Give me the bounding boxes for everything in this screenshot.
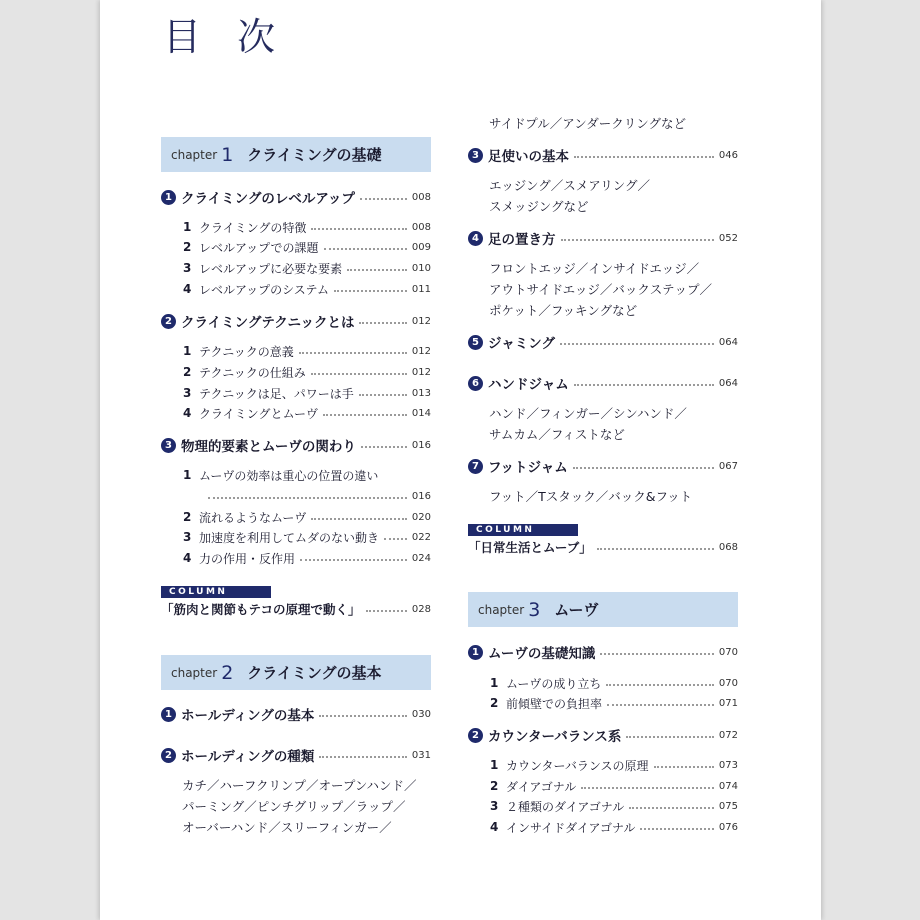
leader-dots xyxy=(311,228,407,230)
toc-section[interactable] xyxy=(161,187,431,207)
page-number: 070 xyxy=(718,646,738,658)
subsection-number: 3 xyxy=(183,530,192,544)
leader-dots xyxy=(581,787,714,789)
leader-dots xyxy=(366,610,407,612)
chapter-label: chapter xyxy=(171,147,218,162)
section-description: カチ／ハーフクリンプ／オープンハンド／ xyxy=(182,778,417,793)
toc-subsection[interactable] xyxy=(183,528,431,546)
subsection-number: 1 xyxy=(183,468,192,482)
section-title: ホールディングの種類 xyxy=(181,749,315,765)
leader-dots xyxy=(299,352,407,354)
column-badge: COLUMN xyxy=(161,586,271,598)
page-number: 074 xyxy=(718,780,738,792)
subsection-number: 3 xyxy=(490,799,499,813)
leader-dots xyxy=(324,248,407,250)
section-title: フットジャム xyxy=(488,460,568,476)
section-description: ハンド／フィンガー／シンハンド／ xyxy=(489,406,687,421)
section-description: フット／Tスタック／バック&フット xyxy=(489,489,693,504)
section-title: 足の置き方 xyxy=(488,232,556,248)
section-description: アウトサイドエッジ／バックステップ／ xyxy=(489,282,713,297)
subsection-title: レベルアップのシステム xyxy=(199,282,329,297)
subsection-number: 4 xyxy=(183,406,192,420)
leader-dots xyxy=(597,548,714,550)
toc-subsection[interactable] xyxy=(183,466,431,484)
page-number: 052 xyxy=(718,232,738,244)
toc-subsection[interactable] xyxy=(490,694,738,712)
section-title: クライミングのレベルアップ xyxy=(181,191,355,207)
leader-dots xyxy=(334,290,407,292)
toc-section[interactable] xyxy=(468,456,738,476)
toc-subsection[interactable] xyxy=(183,218,431,236)
leader-dots xyxy=(560,343,714,345)
chapter-3-header xyxy=(468,592,738,627)
leader-dots xyxy=(359,322,406,324)
toc-subsection[interactable] xyxy=(183,238,431,256)
leader-dots xyxy=(574,384,714,386)
section-number-badge: 4 xyxy=(468,231,483,246)
toc-section[interactable] xyxy=(468,332,738,352)
section-number-badge: 2 xyxy=(161,748,176,763)
toc-section[interactable] xyxy=(468,725,738,745)
leader-dots xyxy=(626,736,714,738)
page-number: 012 xyxy=(411,345,431,357)
leader-dots xyxy=(360,198,407,200)
chapter-number: 3 xyxy=(528,598,541,621)
toc-subsection[interactable] xyxy=(490,777,738,795)
section-description: オーバーハンド／スリーフィンガー／ xyxy=(182,820,392,835)
subsection-title: テクニックの意義 xyxy=(199,344,294,359)
page-number: 076 xyxy=(718,821,738,833)
column-title: 「日常生活とムーブ」 xyxy=(468,540,592,555)
toc-subsection[interactable] xyxy=(490,674,738,692)
leader-dots xyxy=(361,446,407,448)
page-number: 020 xyxy=(411,511,431,523)
subsection-title: ダイアゴナル xyxy=(506,779,577,794)
page-number: 068 xyxy=(718,541,738,553)
leader-dots xyxy=(323,414,407,416)
page-number: 046 xyxy=(718,149,738,161)
toc-subsection[interactable] xyxy=(183,363,431,381)
section-description: ポケット／フッキングなど xyxy=(489,303,638,318)
leader-dots xyxy=(573,467,714,469)
toc-section[interactable] xyxy=(161,311,431,331)
toc-section[interactable] xyxy=(468,228,738,248)
leader-dots xyxy=(319,756,407,758)
chapter-number: 2 xyxy=(221,661,234,684)
toc-subsection-continuation[interactable] xyxy=(203,487,431,505)
toc-column-entry[interactable] xyxy=(161,599,431,619)
toc-subsection[interactable] xyxy=(490,818,738,836)
page-number: 016 xyxy=(411,490,431,502)
page-number: 030 xyxy=(411,708,431,720)
toc-column-entry[interactable] xyxy=(468,537,738,557)
leader-dots xyxy=(607,704,714,706)
page-title: 目 次 xyxy=(163,15,288,59)
subsection-title: 流れるようなムーヴ xyxy=(199,510,307,525)
chapter-label: chapter xyxy=(478,602,525,617)
subsection-number: 2 xyxy=(183,510,192,524)
leader-dots xyxy=(208,497,407,499)
page-number: 009 xyxy=(411,241,431,253)
subsection-number: 1 xyxy=(490,758,499,772)
section-title: カウンターバランス系 xyxy=(488,729,622,745)
leader-dots xyxy=(600,653,714,655)
subsection-title: テクニックの仕組み xyxy=(199,365,306,380)
subsection-number: 3 xyxy=(183,261,192,275)
page-number: 012 xyxy=(411,366,431,378)
chapter-title: ムーヴ xyxy=(554,601,599,619)
section-description: パーミング／ピンチグリップ／ラップ／ xyxy=(182,799,406,814)
page-number: 011 xyxy=(411,283,431,295)
leader-dots xyxy=(574,156,714,158)
subsection-title: ２種類のダイアゴナル xyxy=(506,799,625,814)
subsection-number: 4 xyxy=(183,282,192,296)
leader-dots xyxy=(606,684,714,686)
section-description: エッジング／スメアリング／ xyxy=(489,178,650,193)
page-number: 075 xyxy=(718,800,738,812)
chapter-2-header xyxy=(161,655,431,690)
subsection-title: テクニックは足、パワーは手 xyxy=(199,386,354,401)
subsection-number: 2 xyxy=(183,365,192,379)
toc-section[interactable] xyxy=(161,435,431,455)
section-description: サイドプル／アンダークリングなど xyxy=(489,116,687,131)
page-number: 064 xyxy=(718,336,738,348)
leader-dots xyxy=(347,269,407,271)
section-number-badge: 1 xyxy=(468,645,483,660)
page-number: 071 xyxy=(718,697,738,709)
toc-section[interactable] xyxy=(468,642,738,662)
section-number-badge: 3 xyxy=(161,438,176,453)
toc-section[interactable] xyxy=(468,145,738,165)
subsection-title: クライミングの特徴 xyxy=(199,220,307,235)
page-number: 024 xyxy=(411,552,431,564)
leader-dots xyxy=(654,766,714,768)
subsection-number: 2 xyxy=(183,240,192,254)
page-number: 070 xyxy=(718,677,738,689)
section-description: フロントエッジ／インサイドエッジ／ xyxy=(489,261,700,276)
subsection-number: 3 xyxy=(183,386,192,400)
subsection-number: 1 xyxy=(183,220,192,234)
toc-subsection[interactable] xyxy=(183,384,431,402)
page-number: 010 xyxy=(411,262,431,274)
section-number-badge: 2 xyxy=(161,314,176,329)
toc-subsection[interactable] xyxy=(183,342,431,360)
subsection-title: 力の作用・反作用 xyxy=(199,551,296,566)
subsection-number: 1 xyxy=(490,676,499,690)
column-badge: COLUMN xyxy=(468,524,578,536)
chapter-number: 1 xyxy=(221,143,234,166)
toc-section[interactable] xyxy=(468,373,738,393)
chapter-title: クライミングの基礎 xyxy=(247,146,382,164)
toc-subsection[interactable] xyxy=(183,508,431,526)
subsection-number: 1 xyxy=(183,344,192,358)
page-number: 012 xyxy=(411,315,431,327)
leader-dots xyxy=(359,394,407,396)
page-number: 013 xyxy=(411,387,431,399)
page-number: 008 xyxy=(411,191,431,203)
section-title: ムーヴの基礎知識 xyxy=(488,646,596,662)
column-title: 「筋肉と関節もテコの原理で動く」 xyxy=(161,602,361,617)
subsection-title: レベルアップでの課題 xyxy=(199,240,319,255)
toc-subsection[interactable] xyxy=(490,756,738,774)
toc-subsection[interactable] xyxy=(490,797,738,815)
page-number: 022 xyxy=(411,531,431,543)
subsection-title: 加速度を利用してムダのない動き xyxy=(199,530,380,545)
section-number-badge: 1 xyxy=(161,190,176,205)
subsection-number: 2 xyxy=(490,779,499,793)
toc-subsection[interactable] xyxy=(183,549,431,567)
subsection-title: インサイドダイアゴナル xyxy=(506,820,636,835)
page-number: 008 xyxy=(411,221,431,233)
subsection-number: 4 xyxy=(490,820,499,834)
subsection-title: カウンターバランスの原理 xyxy=(506,758,649,773)
subsection-title: ムーヴの成り立ち xyxy=(506,676,602,691)
chapter-title: クライミングの基本 xyxy=(247,664,382,682)
section-title: ホールディングの基本 xyxy=(181,708,315,724)
page-number: 016 xyxy=(411,439,431,451)
section-description: スメッジングなど xyxy=(489,199,589,214)
section-number-badge: 2 xyxy=(468,728,483,743)
toc-subsection[interactable] xyxy=(183,280,431,298)
book-page xyxy=(100,0,821,920)
subsection-title: ムーヴの効率は重心の位置の違い xyxy=(199,468,379,483)
toc-section[interactable] xyxy=(161,745,431,765)
leader-dots xyxy=(300,559,407,561)
subsection-number: 4 xyxy=(183,551,192,565)
leader-dots xyxy=(561,239,714,241)
leader-dots xyxy=(384,538,407,540)
chapter-label: chapter xyxy=(171,665,218,680)
subsection-title: クライミングとムーヴ xyxy=(199,406,319,421)
page-number: 031 xyxy=(411,749,431,761)
toc-subsection[interactable] xyxy=(183,404,431,422)
leader-dots xyxy=(311,518,407,520)
subsection-title: 前傾壁での負担率 xyxy=(506,696,603,711)
page-number: 014 xyxy=(411,407,431,419)
page-number: 073 xyxy=(718,759,738,771)
section-title: 足使いの基本 xyxy=(488,149,569,165)
section-title: ジャミング xyxy=(488,336,555,352)
section-title: ハンドジャム xyxy=(488,377,569,393)
subsection-number: 2 xyxy=(490,696,499,710)
leader-dots xyxy=(311,373,407,375)
chapter-1-header xyxy=(161,137,431,172)
section-number-badge: 1 xyxy=(161,707,176,722)
section-title: クライミングテクニックとは xyxy=(181,315,355,331)
subsection-title: レベルアップに必要な要素 xyxy=(199,261,343,276)
section-number-badge: 6 xyxy=(468,376,483,391)
section-title: 物理的要素とムーヴの関わり xyxy=(181,439,356,455)
page-number: 064 xyxy=(718,377,738,389)
section-number-badge: 3 xyxy=(468,148,483,163)
leader-dots xyxy=(640,828,714,830)
toc-subsection[interactable] xyxy=(183,259,431,277)
page-number: 028 xyxy=(411,603,431,615)
page-number: 067 xyxy=(718,460,738,472)
leader-dots xyxy=(319,715,407,717)
toc-section[interactable] xyxy=(161,704,431,724)
section-description: サムカム／フィストなど xyxy=(489,427,625,442)
section-number-badge: 5 xyxy=(468,335,483,350)
leader-dots xyxy=(629,807,714,809)
section-number-badge: 7 xyxy=(468,459,483,474)
page-number: 072 xyxy=(718,729,738,741)
